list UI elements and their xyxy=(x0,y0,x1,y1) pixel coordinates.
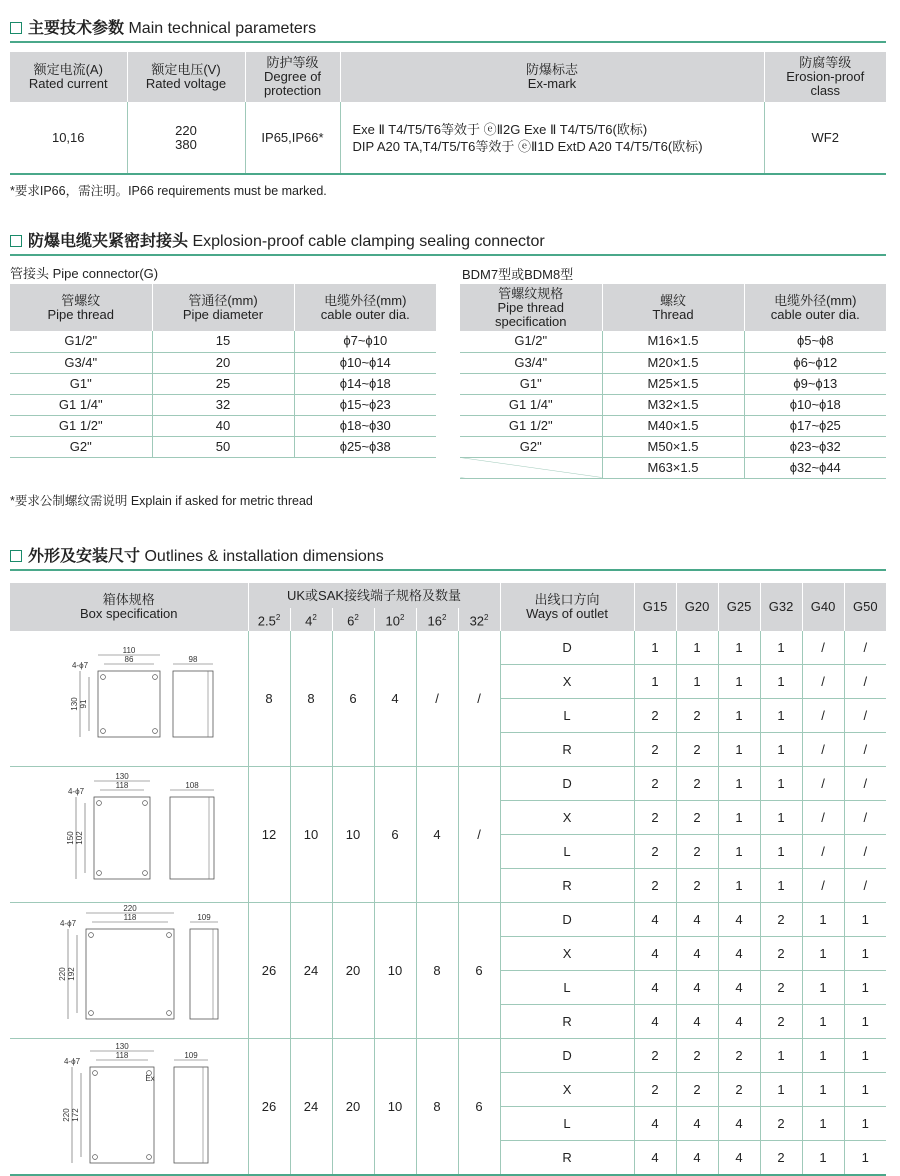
cell-outlet-way: D xyxy=(500,631,634,665)
cell-thread-spec: G1/2" xyxy=(460,331,602,352)
dim-width-label: 220 xyxy=(123,904,137,913)
cell-outlet-way: X xyxy=(500,801,634,835)
cell-gland-count: 4 xyxy=(676,1107,718,1141)
box-spec-cell xyxy=(10,1039,248,1176)
cell-gland-count: 4 xyxy=(718,903,760,937)
cell-terminal-count: / xyxy=(416,631,458,767)
cell-erosion: WF2 xyxy=(764,102,886,174)
cell-terminal-count: / xyxy=(458,631,500,767)
cell-cable-dia: ϕ9~ϕ13 xyxy=(744,373,886,394)
dim-inner-width-label: 86 xyxy=(124,655,134,664)
cell-gland-count: 4 xyxy=(676,1005,718,1039)
cell-terminal-count: 8 xyxy=(248,631,290,767)
header-g32: G32 xyxy=(760,583,802,631)
bdm-type-label: BDM7型或BDM8型 xyxy=(462,267,574,282)
cell-gland-count: 1 xyxy=(844,903,886,937)
dim-width-label: 110 xyxy=(122,646,136,655)
cell-terminal-count: 24 xyxy=(290,903,332,1039)
cell-outlet-way: L xyxy=(500,1107,634,1141)
cell-thread-spec: G3/4" xyxy=(460,352,602,373)
cell-outlet-way: L xyxy=(500,971,634,1005)
checkbox-square-icon xyxy=(10,22,22,34)
header-term-4: $4^2$ xyxy=(290,608,332,631)
cell-gland-count: / xyxy=(844,631,886,665)
cell-pipe-thread: G2" xyxy=(10,436,152,457)
header-rated-voltage: 额定电压(V) Rated voltage xyxy=(127,52,245,102)
cell-terminal-count: 6 xyxy=(332,631,374,767)
cell-gland-count: / xyxy=(844,835,886,869)
box-outline-drawing xyxy=(10,631,248,763)
cell-gland-count: / xyxy=(844,767,886,801)
cell-gland-count: 1 xyxy=(844,971,886,1005)
header-term-16: $16^2$ xyxy=(416,608,458,631)
cell-gland-count: 4 xyxy=(718,971,760,1005)
hole-spec-label: 4-ϕ7 xyxy=(59,919,77,928)
cell-pipe-diameter: 50 xyxy=(152,436,294,457)
cell-thread: M50×1.5 xyxy=(602,436,744,457)
cell-gland-count: 2 xyxy=(718,1039,760,1073)
cell-gland-count: 4 xyxy=(634,1005,676,1039)
cell-gland-count: 2 xyxy=(634,869,676,903)
cell-gland-count: 1 xyxy=(760,733,802,767)
cell-gland-count: 1 xyxy=(802,1141,844,1175)
header-g15: G15 xyxy=(634,583,676,631)
header-term-2.5: $2.5^2$ xyxy=(248,608,290,631)
cell-thread-spec: G1" xyxy=(460,373,602,394)
box-outline-drawing xyxy=(10,903,248,1035)
header-rated-current: 额定电流(A) Rated current xyxy=(10,52,127,102)
cell-outlet-way: X xyxy=(500,937,634,971)
cell-cable-dia: ϕ15~ϕ23 xyxy=(294,394,436,415)
table-row xyxy=(10,331,436,352)
header-terminal: UK或SAK接线端子规格及数量 xyxy=(248,583,500,608)
cell-gland-count: 4 xyxy=(634,903,676,937)
cell-gland-count: 1 xyxy=(718,665,760,699)
header-g20: G20 xyxy=(676,583,718,631)
section-title-en: Explosion-proof cable clamping sealing connector xyxy=(192,233,545,250)
cell-terminal-count: 10 xyxy=(374,903,416,1039)
header-cable-dia: 电缆外径(mm) cable outer dia. xyxy=(294,284,436,331)
bdm-table xyxy=(460,284,886,479)
cell-gland-count: 1 xyxy=(844,1005,886,1039)
table-row xyxy=(10,1039,886,1073)
box-front-view xyxy=(94,797,150,879)
table-row xyxy=(10,767,886,801)
cell-outlet-way: X xyxy=(500,665,634,699)
header-thread-spec: 管螺纹规格 Pipe thread specification xyxy=(460,284,602,331)
cell-gland-count: / xyxy=(802,733,844,767)
dim-inner-height-label: 172 xyxy=(71,1108,80,1122)
cell-gland-count: 2 xyxy=(676,699,718,733)
cell-gland-count: 1 xyxy=(760,631,802,665)
cell-gland-count: 1 xyxy=(760,869,802,903)
dim-depth-label: 109 xyxy=(197,913,211,922)
cell-gland-count: 2 xyxy=(634,733,676,767)
cell-outlet-way: X xyxy=(500,1073,634,1107)
table-header-row xyxy=(10,583,886,608)
dim-height-label: 150 xyxy=(66,831,75,845)
cell-terminal-count: 8 xyxy=(290,631,332,767)
cell-gland-count: 1 xyxy=(760,1039,802,1073)
table-row xyxy=(460,415,886,436)
cell-pipe-thread: G1 1/2" xyxy=(10,415,152,436)
header-term-10: $10^2$ xyxy=(374,608,416,631)
hole-spec-label: 4-ϕ7 xyxy=(71,661,89,670)
cell-terminal-count: 26 xyxy=(248,1039,290,1176)
cell-gland-count: 2 xyxy=(676,869,718,903)
section-title-cn: 防爆电缆夹紧密封接头 xyxy=(28,233,189,250)
header-pipe-thread: 管螺纹 Pipe thread xyxy=(10,284,152,331)
cell-cable-dia: ϕ25~ϕ38 xyxy=(294,436,436,457)
cell-cable-dia: ϕ18~ϕ30 xyxy=(294,415,436,436)
table-row xyxy=(460,373,886,394)
cell-thread-spec: G2" xyxy=(460,436,602,457)
cell-terminal-count: 4 xyxy=(416,767,458,903)
cell-gland-count: / xyxy=(802,835,844,869)
dim-depth-label: 98 xyxy=(188,655,198,664)
cell-gland-count: 1 xyxy=(634,631,676,665)
outline-table xyxy=(10,583,886,1176)
cell-pipe-diameter: 40 xyxy=(152,415,294,436)
cell-terminal-count: 6 xyxy=(374,767,416,903)
cell-outlet-way: L xyxy=(500,835,634,869)
cell-pipe-thread: G1 1/4" xyxy=(10,394,152,415)
cell-gland-count: 2 xyxy=(718,1073,760,1107)
section-title-cn: 主要技术参数 xyxy=(28,20,125,37)
cell-gland-count: 4 xyxy=(676,1141,718,1175)
cell-terminal-count: 6 xyxy=(458,903,500,1039)
cell-gland-count: 4 xyxy=(634,1107,676,1141)
cell-gland-count: 1 xyxy=(718,801,760,835)
cell-thread: M63×1.5 xyxy=(602,457,744,478)
cell-outlet-way: D xyxy=(500,767,634,801)
cell-gland-count: / xyxy=(844,665,886,699)
section-title-cn: 外形及安装尺寸 xyxy=(28,548,141,565)
cell-cable-dia: ϕ32~ϕ44 xyxy=(744,457,886,478)
table-row xyxy=(10,394,436,415)
checkbox-square-icon xyxy=(10,235,22,247)
dim-height-label: 220 xyxy=(58,967,67,981)
cell-gland-count: 1 xyxy=(676,665,718,699)
cell-terminal-count: 10 xyxy=(290,767,332,903)
cell-gland-count: 2 xyxy=(634,767,676,801)
cell-gland-count: 1 xyxy=(760,801,802,835)
cell-protection: IP65,IP66* xyxy=(245,102,340,174)
cell-gland-count: 4 xyxy=(718,1107,760,1141)
cell-gland-count: 1 xyxy=(676,631,718,665)
note-metric-thread: *要求公制螺纹需说明 Explain if asked for metric thread xyxy=(10,494,313,508)
cell-outlet-way: R xyxy=(500,869,634,903)
cell-gland-count: 4 xyxy=(718,1141,760,1175)
cell-gland-count: 2 xyxy=(676,835,718,869)
cell-gland-count: / xyxy=(802,869,844,903)
cell-gland-count: 4 xyxy=(676,971,718,1005)
cell-gland-count: 1 xyxy=(802,971,844,1005)
cell-gland-count: 1 xyxy=(718,631,760,665)
cell-pipe-thread: G1" xyxy=(10,373,152,394)
cell-gland-count: / xyxy=(844,699,886,733)
dim-width-label: 130 xyxy=(115,1042,129,1051)
cell-gland-count: 1 xyxy=(844,1107,886,1141)
hole-spec-label: 4-ϕ7 xyxy=(63,1057,81,1066)
cell-ex-mark: Exe Ⅱ T4/T5/T6等效于 ⓔⅡ2G Exe Ⅱ T4/T5/T6(欧标) DIP A20 TA,T4/T5/T6等效于 ⓔⅡ1D ExtD A20 T4/T5/T6(欧标) xyxy=(340,102,764,174)
cell-gland-count: 2 xyxy=(634,835,676,869)
cell-thread: M25×1.5 xyxy=(602,373,744,394)
section-title-cable-connector xyxy=(10,228,545,251)
cell-gland-count: 1 xyxy=(718,767,760,801)
header-erosion: 防腐等级 Erosion-proof class xyxy=(764,52,886,102)
header-outlet: 出线口方向 Ways of outlet xyxy=(500,583,634,631)
divider xyxy=(10,254,886,256)
cell-gland-count: / xyxy=(802,801,844,835)
box-outline-drawing xyxy=(10,767,248,899)
cell-thread-spec: G1 1/4" xyxy=(460,394,602,415)
cell-gland-count: 1 xyxy=(634,665,676,699)
cell-gland-count: 1 xyxy=(844,1039,886,1073)
cell-terminal-count: / xyxy=(458,767,500,903)
table-row xyxy=(460,352,886,373)
header-thread: 螺纹 Thread xyxy=(602,284,744,331)
note-ip66: *要求IP66，需注明。IP66 requirements must be marked. xyxy=(10,184,327,198)
cell-gland-count: 1 xyxy=(802,1107,844,1141)
cell-gland-count: 1 xyxy=(802,1039,844,1073)
header-box-spec: 箱体规格 Box specification xyxy=(10,583,248,631)
box-outline-drawing xyxy=(10,1039,248,1171)
cell-cable-dia: ϕ7~ϕ10 xyxy=(294,331,436,352)
divider xyxy=(10,41,886,43)
cell-gland-count: 1 xyxy=(844,1073,886,1107)
dim-height-label: 130 xyxy=(70,697,79,711)
cell-gland-count: / xyxy=(844,733,886,767)
cell-cable-dia: ϕ23~ϕ32 xyxy=(744,436,886,457)
box-front-view xyxy=(98,671,160,737)
cell-terminal-count: 26 xyxy=(248,903,290,1039)
cell-gland-count: 1 xyxy=(760,767,802,801)
cell-pipe-diameter: 15 xyxy=(152,331,294,352)
dim-inner-width-label: 118 xyxy=(115,1051,129,1060)
table-row xyxy=(460,394,886,415)
table-header-row xyxy=(460,284,886,331)
cell-cable-dia: ϕ17~ϕ25 xyxy=(744,415,886,436)
cell-gland-count: 1 xyxy=(760,699,802,733)
cell-gland-count: 4 xyxy=(718,937,760,971)
cell-gland-count: 1 xyxy=(718,699,760,733)
dim-inner-height-label: 91 xyxy=(79,699,88,709)
cell-gland-count: / xyxy=(802,699,844,733)
main-params-table xyxy=(10,52,886,175)
cell-gland-count: 1 xyxy=(718,733,760,767)
pipe-connector-label: 管接头 Pipe connector(G) xyxy=(10,266,159,281)
dim-inner-width-label: 118 xyxy=(115,781,129,790)
cell-gland-count: 4 xyxy=(634,937,676,971)
cell-gland-count: 1 xyxy=(802,1073,844,1107)
box-spec-cell xyxy=(10,767,248,903)
table-row xyxy=(10,436,436,457)
box-side-view xyxy=(190,929,218,1019)
cell-outlet-way: R xyxy=(500,733,634,767)
cell-terminal-count: 20 xyxy=(332,1039,374,1176)
cell-gland-count: 2 xyxy=(760,937,802,971)
cell-cable-dia: ϕ10~ϕ18 xyxy=(744,394,886,415)
cell-pipe-diameter: 20 xyxy=(152,352,294,373)
cell-terminal-count: 10 xyxy=(332,767,374,903)
ex-mark-label: Ex xyxy=(145,1074,155,1083)
cell-terminal-count: 8 xyxy=(416,1039,458,1176)
cell-gland-count: / xyxy=(844,801,886,835)
cell-gland-count: / xyxy=(802,665,844,699)
table-row xyxy=(460,331,886,352)
cell-cable-dia: ϕ6~ϕ12 xyxy=(744,352,886,373)
section-title-outlines xyxy=(10,543,384,566)
table-header-row xyxy=(10,284,436,331)
dim-inner-height-label: 192 xyxy=(67,967,76,981)
cell-gland-count: 4 xyxy=(676,937,718,971)
box-front-view xyxy=(86,929,174,1019)
cell-pipe-thread: G1/2" xyxy=(10,331,152,352)
cell-cable-dia: ϕ10~ϕ14 xyxy=(294,352,436,373)
cell-current: 10,16 xyxy=(51,129,85,145)
dim-width-label: 130 xyxy=(115,772,129,781)
table-row xyxy=(10,415,436,436)
table-row xyxy=(10,102,886,174)
cell-gland-count: 2 xyxy=(676,733,718,767)
cell-gland-count: 1 xyxy=(802,937,844,971)
header-g25: G25 xyxy=(718,583,760,631)
header-ex-mark: 防爆标志 Ex-mark xyxy=(340,52,764,102)
cell-terminal-count: 10 xyxy=(374,1039,416,1176)
cell-gland-count: 4 xyxy=(634,1141,676,1175)
cell-gland-count: 2 xyxy=(634,699,676,733)
cell-terminal-count: 24 xyxy=(290,1039,332,1176)
cell-gland-count: 2 xyxy=(760,971,802,1005)
hole-spec-label: 4-ϕ7 xyxy=(67,787,85,796)
cell-thread: M16×1.5 xyxy=(602,331,744,352)
dim-height-label: 220 xyxy=(62,1108,71,1122)
cell-outlet-way: D xyxy=(500,1039,634,1073)
section-title-en: Main technical parameters xyxy=(128,20,317,37)
cell-gland-count: 1 xyxy=(844,1141,886,1175)
cell-gland-count: 2 xyxy=(676,1073,718,1107)
cell-gland-count: 2 xyxy=(676,1039,718,1073)
cell-gland-count: 4 xyxy=(718,1005,760,1039)
dim-inner-height-label: 102 xyxy=(75,831,84,845)
header-pipe-diameter: 管通径(mm) Pipe diameter xyxy=(152,284,294,331)
cell-gland-count: 2 xyxy=(760,903,802,937)
cell-gland-count: / xyxy=(802,631,844,665)
cell-gland-count: 1 xyxy=(760,1073,802,1107)
cell-gland-count: / xyxy=(802,767,844,801)
table-row xyxy=(10,903,886,937)
header-g50: G50 xyxy=(844,583,886,631)
table-row xyxy=(460,457,886,478)
cell-pipe-diameter: 25 xyxy=(152,373,294,394)
cell-pipe-thread: G3/4" xyxy=(10,352,152,373)
cell-gland-count: 4 xyxy=(634,971,676,1005)
section-title-en: Outlines & installation dimensions xyxy=(144,548,384,565)
cell-cable-dia: ϕ5~ϕ8 xyxy=(744,331,886,352)
cell-gland-count: 2 xyxy=(760,1141,802,1175)
cell-thread-spec: G1 1/2" xyxy=(460,415,602,436)
cell-outlet-way: L xyxy=(500,699,634,733)
table-row xyxy=(10,631,886,665)
cell-outlet-way: R xyxy=(500,1141,634,1175)
cell-terminal-count: 4 xyxy=(374,631,416,767)
cell-thread: M32×1.5 xyxy=(602,394,744,415)
dim-depth-label: 109 xyxy=(184,1051,198,1060)
cell-terminal-count: 8 xyxy=(416,903,458,1039)
cell-outlet-way: D xyxy=(500,903,634,937)
cell-thread: M20×1.5 xyxy=(602,352,744,373)
cell-thread: M40×1.5 xyxy=(602,415,744,436)
cell-gland-count: / xyxy=(844,869,886,903)
cell-gland-count: 1 xyxy=(802,903,844,937)
cell-gland-count: 2 xyxy=(676,767,718,801)
box-spec-cell xyxy=(10,631,248,767)
cell-outlet-way: R xyxy=(500,1005,634,1039)
cell-gland-count: 1 xyxy=(760,835,802,869)
cell-gland-count: 2 xyxy=(634,1039,676,1073)
cell-gland-count: 2 xyxy=(634,801,676,835)
cell-terminal-count: 12 xyxy=(248,767,290,903)
cell-gland-count: 4 xyxy=(676,903,718,937)
cell-gland-count: 1 xyxy=(844,937,886,971)
cell-terminal-count: 6 xyxy=(458,1039,500,1176)
cell-terminal-count: 20 xyxy=(332,903,374,1039)
cell-gland-count: 1 xyxy=(802,1005,844,1039)
cell-gland-count: 1 xyxy=(718,869,760,903)
divider xyxy=(10,569,886,571)
table-row xyxy=(10,373,436,394)
header-g40: G40 xyxy=(802,583,844,631)
header-term-32: $32^2$ xyxy=(458,608,500,631)
table-row xyxy=(460,436,886,457)
cell-gland-count: 2 xyxy=(676,801,718,835)
section-title-main-params xyxy=(10,15,316,38)
cell-cable-dia: ϕ14~ϕ18 xyxy=(294,373,436,394)
box-side-view xyxy=(170,797,214,879)
checkbox-square-icon xyxy=(10,550,22,562)
header-cable-dia: 电缆外径(mm) cable outer dia. xyxy=(744,284,886,331)
cell-voltage: 220 380 xyxy=(127,102,245,174)
cell-gland-count: 2 xyxy=(760,1005,802,1039)
cell-gland-count: 1 xyxy=(760,665,802,699)
cell-pipe-diameter: 32 xyxy=(152,394,294,415)
cell-empty-diagonal xyxy=(460,457,602,478)
cell-gland-count: 2 xyxy=(760,1107,802,1141)
cell-gland-count: 1 xyxy=(718,835,760,869)
box-side-view xyxy=(173,671,213,737)
table-header-row xyxy=(10,52,886,102)
table-row xyxy=(10,352,436,373)
header-term-6: $6^2$ xyxy=(332,608,374,631)
cell-gland-count: 2 xyxy=(634,1073,676,1107)
dim-depth-label: 108 xyxy=(185,781,199,790)
pipe-connector-table xyxy=(10,284,436,458)
box-spec-cell xyxy=(10,903,248,1039)
dim-inner-width-label: 118 xyxy=(123,913,137,922)
header-protection: 防护等级 Degree of protection xyxy=(245,52,340,102)
